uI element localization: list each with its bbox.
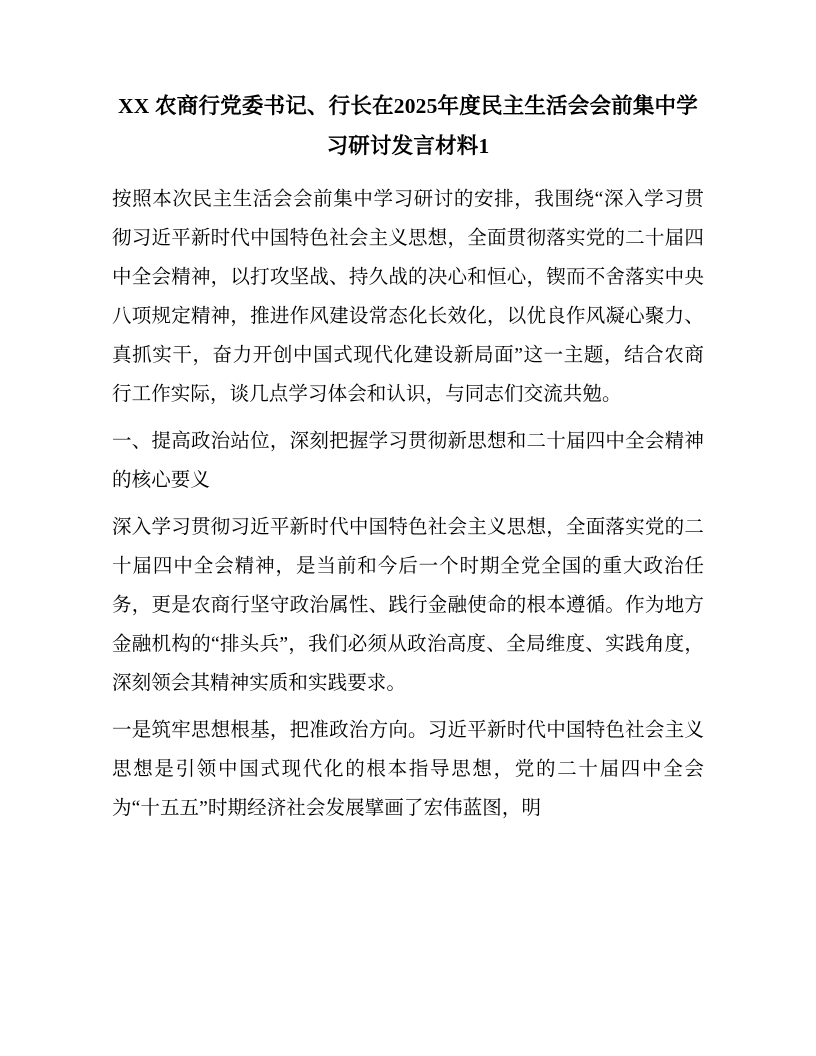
page-title: XX 农商行党委书记、行长在2025年度民主生活会会前集中学习研讨发言材料1 xyxy=(118,94,698,158)
section-heading-1: 一、提高政治站位，深刻把握学习贯彻新思想和二十届四中全会精神的核心要义 xyxy=(112,431,704,491)
paragraph-1: 按照本次民主生活会会前集中学习研讨的安排，我围绕“深入学习贯彻习近平新时代中国特色社会主义思想，全面贯彻落实党的二十届四中全会精神，以打攻坚战、持久战的决心和恒心，锲而不舍落实中央八项规定精神，推进作风建设常态化长效化，以优良作风凝心聚力、真抓实干，奋力开创中国式现代化建设新局面”这一主题，结合农商行工作实际，谈几点学习体会和认识，与同志们交流共勉。 xyxy=(112,189,704,405)
paragraph-2: 深入学习贯彻习近平新时代中国特色社会主义思想，全面落实党的二十届四中全会精神，是当前和今后一个时期全党全国的重大政治任务，更是农商行坚守政治属性、践行金融使命的根本遵循。作为地方金融机构的“排头兵”，我们必须从政治高度、全局维度、实践角度，深刻领会其精神实质和实践要求。 xyxy=(112,517,704,694)
paragraph-3: 一是筑牢思想根基，把准政治方向。习近平新时代中国特色社会主义思想是引领中国式现代化的根本指导思想，党的二十届四中全会为“十五五”时期经济社会发展擘画了宏伟蓝图，明 xyxy=(112,720,704,819)
